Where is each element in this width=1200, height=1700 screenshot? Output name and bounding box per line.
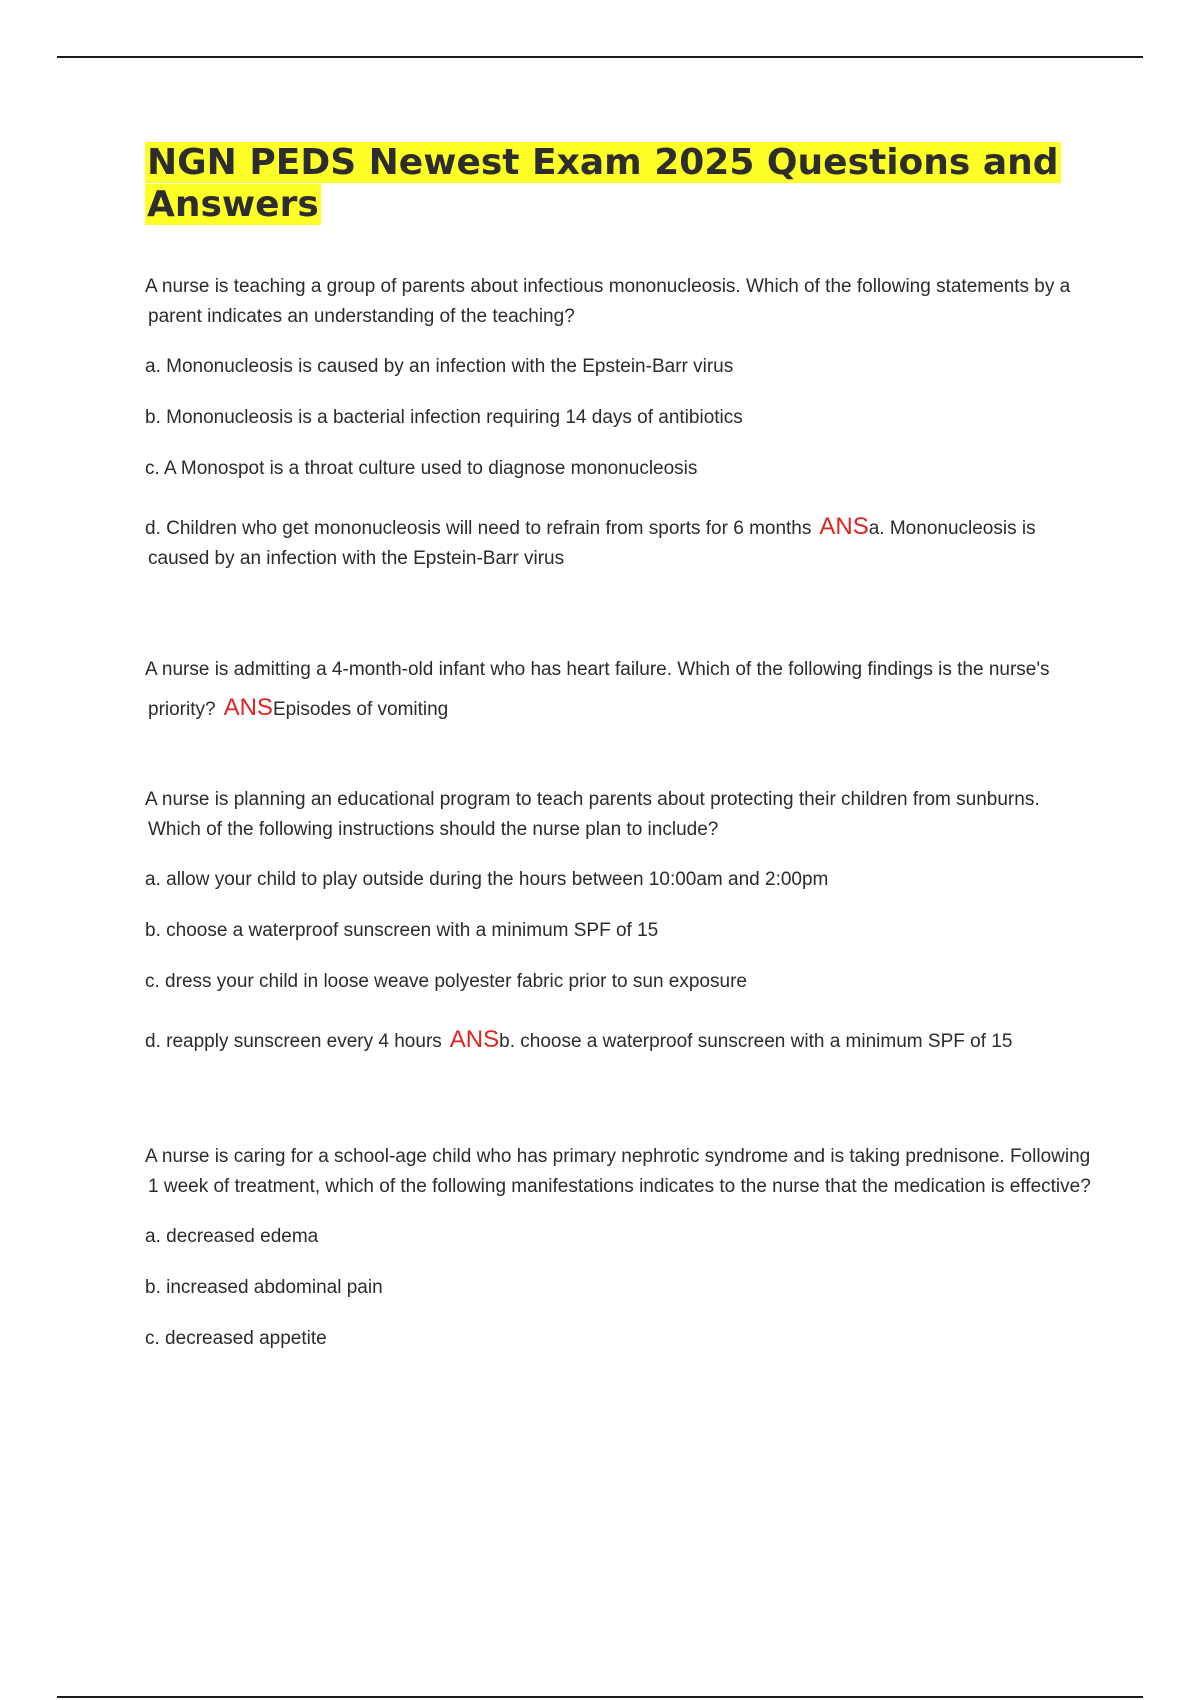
option-c: c. A Monospot is a throat culture used to diagnose mononucleosis xyxy=(145,458,698,479)
answer-text: a. Mononucleosis is caused by an infection with the Epstein-Barr virus xyxy=(148,518,1036,569)
option-d-with-answer xyxy=(145,512,1095,574)
option-a: a. Mononucleosis is caused by an infection with the Epstein-Barr virus xyxy=(145,356,734,377)
bottom-rule xyxy=(57,1696,1143,1698)
question-stem: A nurse is caring for a school-age child who has primary nephrotic syndrome and is taking prednisone. Following 1 week of treatment, which of the following manifestations indicates to the nurse that the medication is effective? xyxy=(145,1146,1091,1197)
document-title: NGN PEDS Newest Exam 2025 Questions and Answers xyxy=(147,142,1059,225)
question-stem: A nurse is teaching a group of parents about infectious mononucleosis. Which of the following statements by a parent indicates an understanding of the teaching? xyxy=(145,276,1071,327)
answer-label: ANS xyxy=(223,694,273,721)
top-rule xyxy=(57,56,1143,58)
question-2 xyxy=(145,651,1095,729)
option-a: a. decreased edema xyxy=(145,1226,319,1247)
option-d: d. reapply sunscreen every 4 hours xyxy=(145,1031,442,1052)
option-list xyxy=(145,1222,1095,1354)
option-a: a. allow your child to play outside during the hours between 10:00am and 2:00pm xyxy=(145,869,829,890)
question-1 xyxy=(145,272,1095,574)
option-list xyxy=(145,352,1095,574)
option-c: c. dress your child in loose weave polyester fabric prior to sun exposure xyxy=(145,971,747,992)
question-3 xyxy=(145,785,1095,1057)
option-b: b. increased abdominal pain xyxy=(145,1277,383,1298)
answer-text: b. choose a waterproof sunscreen with a minimum SPF of 15 xyxy=(499,1031,1013,1052)
option-d-with-answer xyxy=(145,1025,1095,1057)
option-b: b. choose a waterproof sunscreen with a minimum SPF of 15 xyxy=(145,920,659,941)
answer-text: Episodes of vomiting xyxy=(272,699,449,720)
option-d: d. Children who get mononucleosis will need to refrain from sports for 6 months xyxy=(145,518,812,539)
option-c: c. decreased appetite xyxy=(145,1328,327,1349)
question-stem: A nurse is planning an educational program to teach parents about protecting their children from sunburns. Which of the following instructions should the nurse plan to include? xyxy=(145,789,1040,840)
option-b: b. Mononucleosis is a bacterial infection requiring 14 days of antibiotics xyxy=(145,407,743,428)
option-list xyxy=(145,865,1095,1057)
question-stem: A nurse is admitting a 4-month-old infant who has heart failure. Which of the following findings is the nurse's priority? xyxy=(145,659,1050,720)
question-4 xyxy=(145,1142,1095,1354)
answer-label: ANS xyxy=(449,1026,500,1053)
answer-label: ANS xyxy=(819,513,869,540)
document-body xyxy=(145,142,1095,1375)
question-stem-with-answer xyxy=(145,651,1095,729)
